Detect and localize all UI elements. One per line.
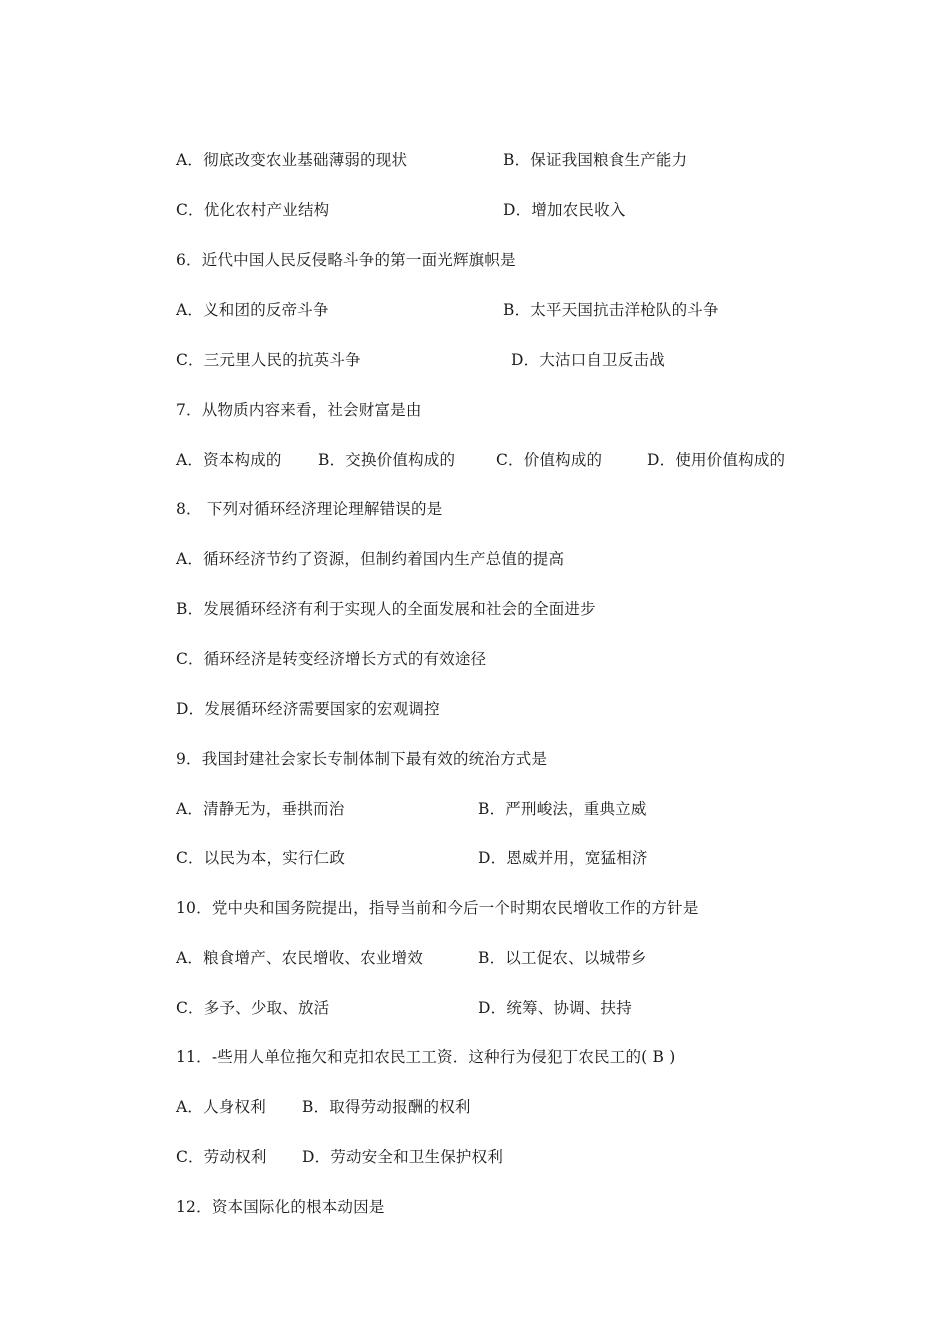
option-d: D．使用价值构成的: [647, 451, 786, 469]
option-b: B．发展循环经济有利于实现人的全面发展和社会的全面进步: [176, 600, 596, 618]
option-b: B．保证我国粮食生产能力: [503, 151, 688, 169]
option-a: A．义和团的反帝斗争: [176, 301, 329, 319]
question-12-text: 12．资本国际化的根本动因是: [176, 1198, 385, 1216]
option-c: C．劳动权利: [176, 1148, 267, 1166]
option-d: D．增加农民收入: [503, 201, 626, 219]
option-a: A．人身权利: [176, 1098, 266, 1116]
question-10-text: 10．党中央和国务院提出，指导当前和今后一个时期农民增收工作的方针是: [176, 899, 699, 917]
option-a: A．彻底改变农业基础薄弱的现状: [176, 151, 408, 169]
option-b: B．严刑峻法，重典立威: [478, 800, 647, 818]
question-11-text: 11．-些用人单位拖欠和克扣农民工工资．这种行为侵犯丁农民工的( B ): [176, 1048, 676, 1066]
option-d: D．恩威并用，宽猛相济: [478, 849, 648, 867]
option-c: C．以民为本，实行仁政: [176, 849, 346, 867]
option-b: B．交换价值构成的: [318, 451, 456, 469]
option-b: B．太平天国抗击洋枪队的斗争: [503, 301, 719, 319]
question-6-text: 6．近代中国人民反侵略斗争的第一面光辉旗帜是: [176, 251, 516, 269]
question-8-text: 8． 下列对循环经济理论理解错误的是: [176, 500, 443, 518]
option-a: A．资本构成的: [176, 451, 282, 469]
option-d: D．发展循环经济需要国家的宏观调控: [176, 700, 440, 718]
question-9-text: 9．我国封建社会家长专制体制下最有效的统治方式是: [176, 750, 548, 768]
option-b: B．以工促农、以城带乡: [478, 949, 647, 967]
option-d: D．劳动安全和卫生保护权利: [302, 1148, 504, 1166]
option-c: C．多予、少取、放活: [176, 999, 330, 1017]
question-7-text: 7．从物质内容来看，社会财富是由: [176, 401, 422, 419]
option-a: A．粮食增产、农民增收、农业增效: [176, 949, 423, 967]
option-d: D．统筹、协调、扶持: [478, 999, 632, 1017]
option-b: B．取得劳动报酬的权利: [302, 1098, 471, 1116]
option-d: D．大沽口自卫反击战: [511, 351, 665, 369]
option-c: C．优化农村产业结构: [176, 201, 330, 219]
option-c: C．三元里人民的抗英斗争: [176, 351, 361, 369]
option-a: A．循环经济节约了资源，但制约着国内生产总值的提高: [176, 550, 565, 568]
option-c: C．价值构成的: [496, 451, 603, 469]
option-a: A．清静无为，垂拱而治: [176, 800, 345, 818]
option-c: C．循环经济是转变经济增长方式的有效途径: [176, 650, 487, 668]
